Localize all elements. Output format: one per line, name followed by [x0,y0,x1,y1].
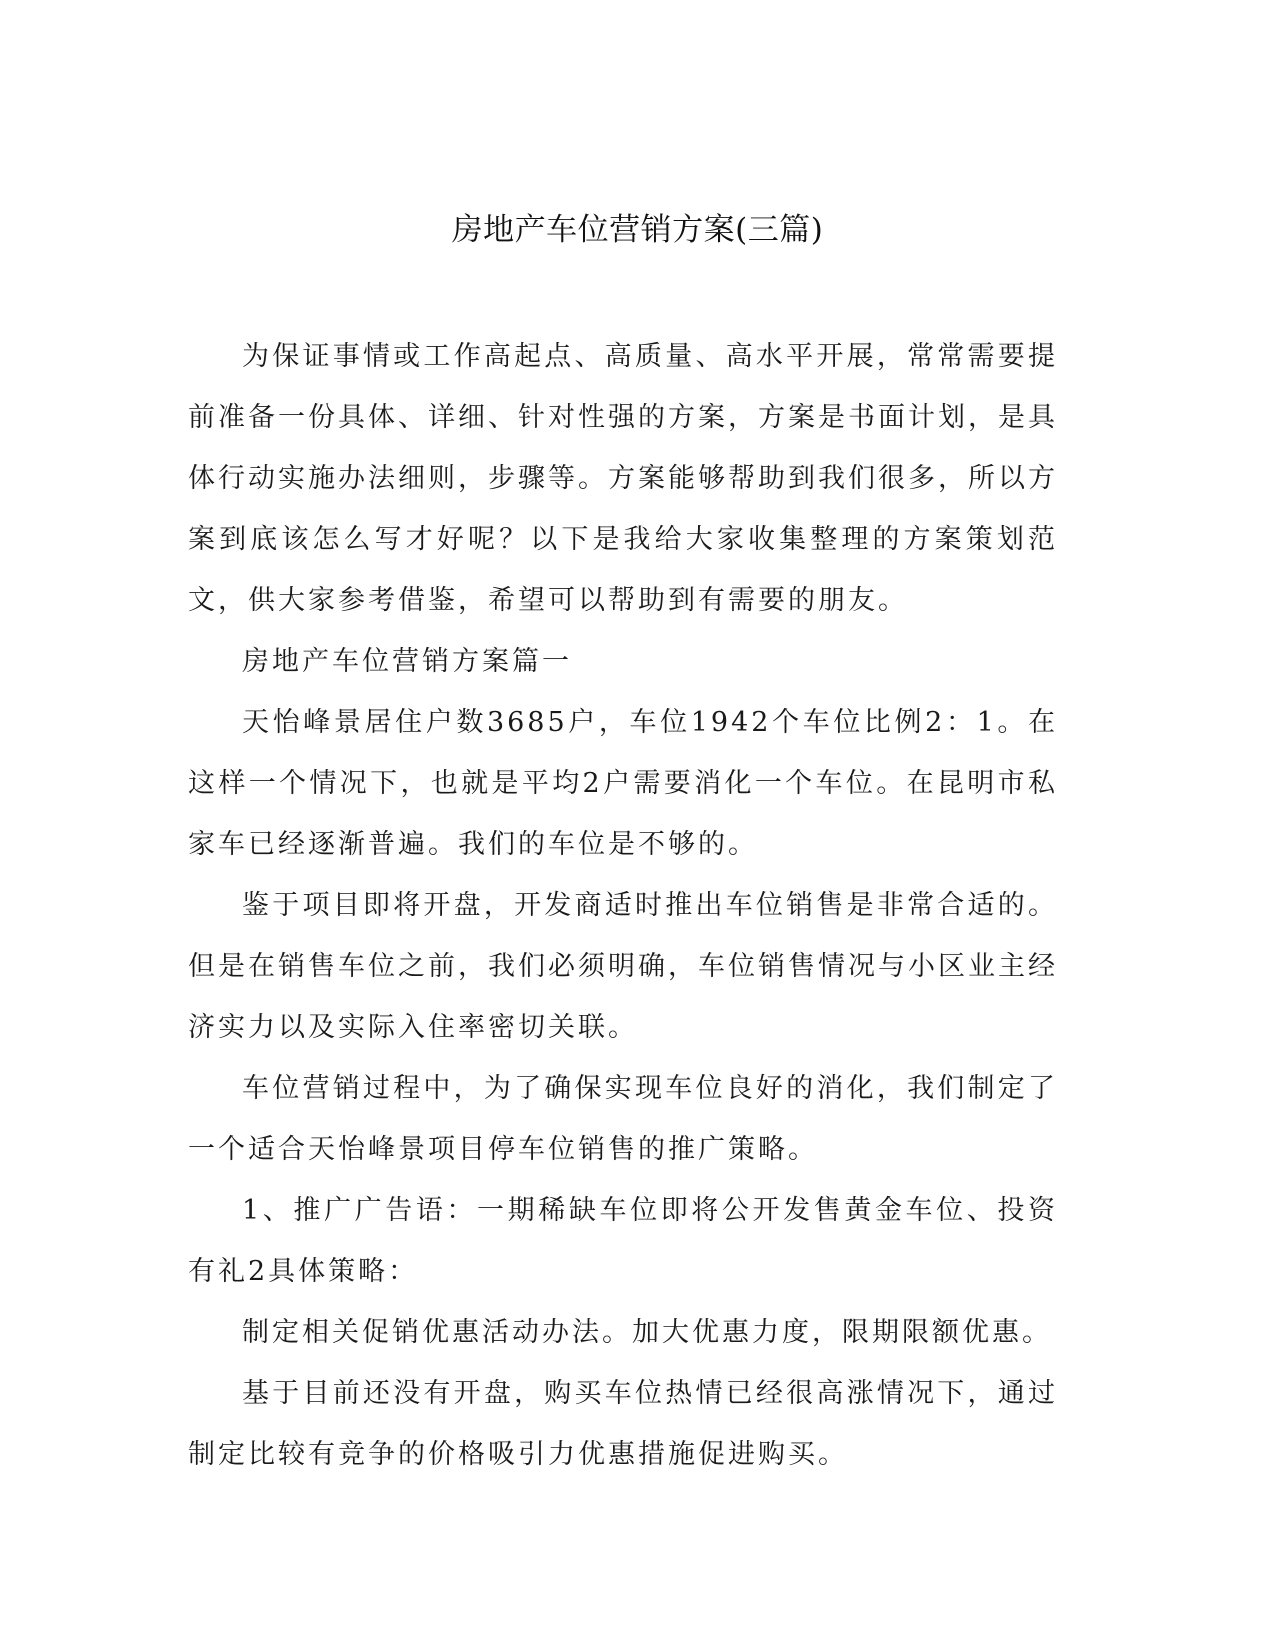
document-title: 房地产车位营销方案(三篇) [451,212,824,248]
intro-paragraph: 为保证事情或工作高起点、高质量、高水平开展，常常需要提前准备一份具体、详细、针对性强的方案，方案是书面计划，是具体行动实施办法细则，步骤等。方案能够帮助到我们很多，所以方案到底该怎么写才好呢？以下是我给大家收集整理的方案策划范文，供大家参考借鉴，希望可以帮助到有需要的朋友。 [188,341,1058,616]
document-body [188,326,1058,1485]
body-paragraph: 车位营销过程中，为了确保实现车位良好的消化，我们制定了一个适合天怡峰景项目停车位销售的推广策略。 [188,1073,1058,1165]
body-paragraph: 基于目前还没有开盘，购买车位热情已经很高涨情况下，通过制定比较有竞争的价格吸引力优惠措施促进购买。 [188,1378,1058,1470]
body-paragraph: 制定相关促销优惠活动办法。加大优惠力度，限期限额优惠。 [242,1317,1052,1348]
body-paragraph: 鉴于项目即将开盘，开发商适时推出车位销售是非常合适的。但是在销售车位之前，我们必须明确，车位销售情况与小区业主经济实力以及实际入住率密切关联。 [188,890,1058,1043]
body-paragraph: 1、推广广告语：一期稀缺车位即将公开发售黄金车位、投资有礼2具体策略： [188,1195,1058,1287]
body-paragraph: 天怡峰景居住户数3685户，车位1942个车位比例2：1。在这样一个情况下，也就是平均2户需要消化一个车位。在昆明市私家车已经逐渐普遍。我们的车位是不够的。 [188,707,1059,860]
section-heading: 房地产车位营销方案篇一 [242,646,572,677]
